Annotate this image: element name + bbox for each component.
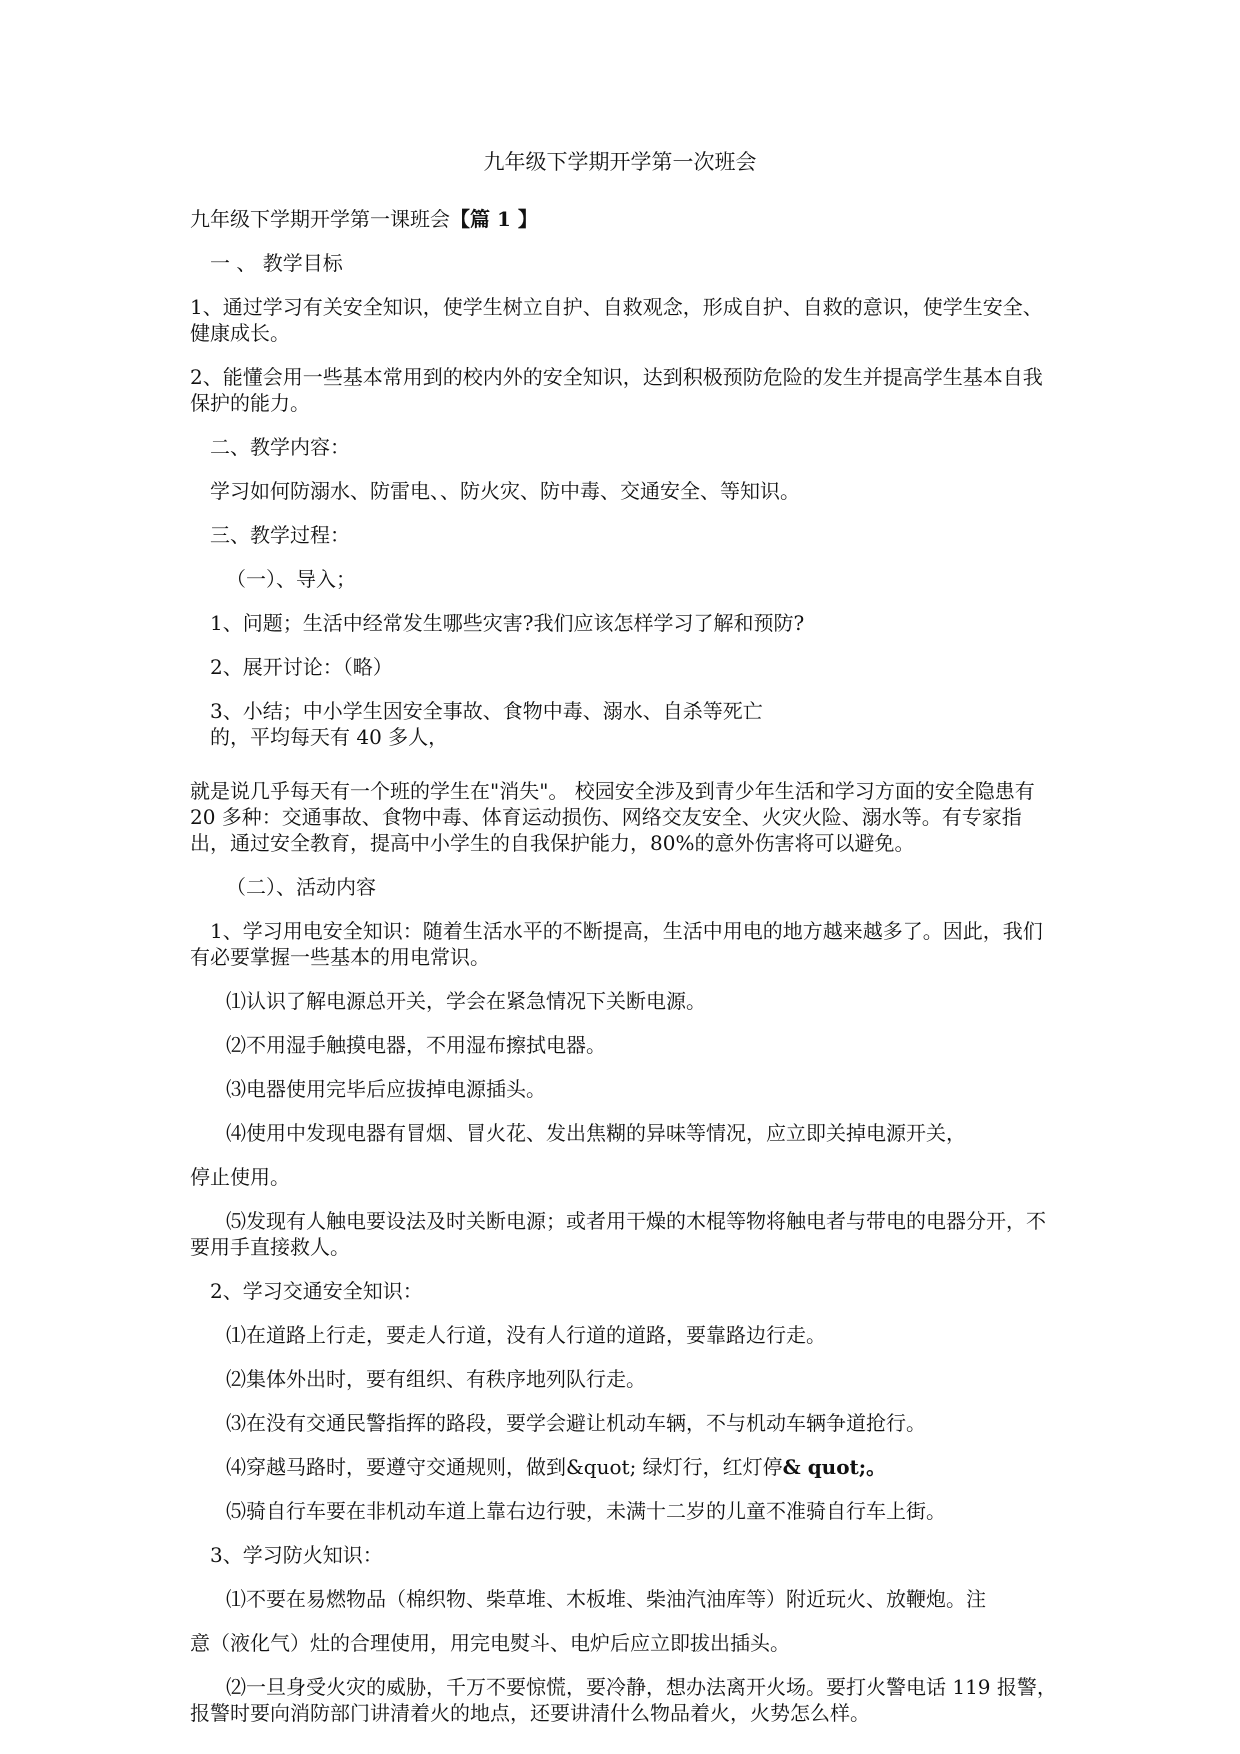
paragraph: 一 、 教学目标 xyxy=(210,251,343,275)
section-heading xyxy=(190,206,1060,232)
paragraph: ⑵集体外出时，要有组织、有秩序地列队行走。 xyxy=(226,1367,646,1391)
paragraph: 3、小结；中小学生因安全事故、食物中毒、溺水、自杀等死亡的，平均每天有 40 多人， xyxy=(210,699,763,749)
paragraph: 1、问题；生活中经常发生哪些灾害?我们应该怎样学习了解和预防? xyxy=(210,611,805,635)
paragraph: 三、教学过程： xyxy=(210,523,350,547)
document-body xyxy=(190,206,1060,1744)
paragraph: 停止使用。 xyxy=(190,1165,290,1189)
paragraph: ⑵不用湿手触摸电器，不用湿布擦拭电器。 xyxy=(226,1033,606,1057)
paragraph: ⑷使用中发现电器有冒烟、冒火花、发出焦糊的异味等情况，应立即关掉电源开关， xyxy=(226,1121,966,1145)
paragraph: ⑴不要在易燃物品（棉织物、柴草堆、木板堆、柴油汽油库等）附近玩火、放鞭炮。注 xyxy=(226,1587,986,1611)
paragraph xyxy=(190,1454,1060,1480)
paragraph-bold-tail: & quot;。 xyxy=(782,1455,887,1479)
paragraph: 学习如何防溺水、防雷电、、防火灾、防中毒、交通安全、等知识。 xyxy=(210,479,800,503)
paragraph: 2、展开讨论：（略） xyxy=(210,655,393,679)
paragraph: 意（液化气）灶的合理使用，用完电熨斗、电炉后应立即拔出插头。 xyxy=(190,1631,790,1655)
paragraph: 2、学习交通安全知识： xyxy=(210,1279,423,1303)
subtitle-text: 九年级下学期开学第一课班会 xyxy=(190,207,450,231)
paragraph: ⑸发现有人触电要设法及时关断电源；或者用干燥的木棍等物将触电者与带电的电器分开，不要用手直接救人。 xyxy=(190,1209,1046,1259)
paragraph-text: ⑷穿越马路时，要遵守交通规则，做到&quot; 绿灯行，红灯停 xyxy=(226,1455,783,1479)
paragraph: 1、通过学习有关安全知识，使学生树立自护、自救观念，形成自护、自救的意识，使学生安全、健康成长。 xyxy=(190,295,1043,345)
paragraph: ⑸骑自行车要在非机动车道上靠右边行驶，未满十二岁的儿童不准骑自行车上街。 xyxy=(226,1499,946,1523)
paragraph: （二）、活动内容 xyxy=(226,875,376,899)
paragraph: 就是说几乎每天有一个班的学生在"消失"。 校园安全涉及到青少年生活和学习方面的安全隐患有 20 多种：交通事故、食物中毒、体育运动损伤、网络交友安全、火灾火险、溺水等。有专家指出，通过安全教育，提高中小学生的自我保护能力，80%的意外伤害将可以避免。 xyxy=(190,779,1035,855)
paragraph: 3、学习防火知识： xyxy=(210,1543,383,1567)
paragraph: ⑴在道路上行走，要走人行道，没有人行道的道路，要靠路边行走。 xyxy=(226,1323,826,1347)
subtitle-bracket-label: 【篇 1 】 xyxy=(450,207,538,231)
paragraph: （一）、导入； xyxy=(226,567,356,591)
paragraph: 1、学习用电安全知识：随着生活水平的不断提高，生活中用电的地方越来越多了。因此，我们有必要掌握一些基本的用电常识。 xyxy=(190,919,1043,969)
paragraph: 2、能懂会用一些基本常用到的校内外的安全知识，达到积极预防危险的发生并提高学生基本自我保护的能力。 xyxy=(190,365,1043,415)
paragraph: ⑴认识了解电源总开关，学会在紧急情况下关断电源。 xyxy=(226,989,706,1013)
paragraph: 二、教学内容： xyxy=(210,435,350,459)
paragraph: ⑶电器使用完毕后应拔掉电源插头。 xyxy=(226,1077,546,1101)
document-title: 九年级下学期开学第一次班会 xyxy=(483,150,757,174)
paragraph: ⑵一旦身受火灾的威胁，千万不要惊慌，要冷静，想办法离开火场。要打火警电话 119 报警，报警时要向消防部门讲清着火的地点，还要讲清什么物品着火，火势怎么样。 xyxy=(190,1675,1057,1725)
paragraph: ⑶在没有交通民警指挥的路段，要学会避让机动车辆，不与机动车辆争道抢行。 xyxy=(226,1411,926,1435)
